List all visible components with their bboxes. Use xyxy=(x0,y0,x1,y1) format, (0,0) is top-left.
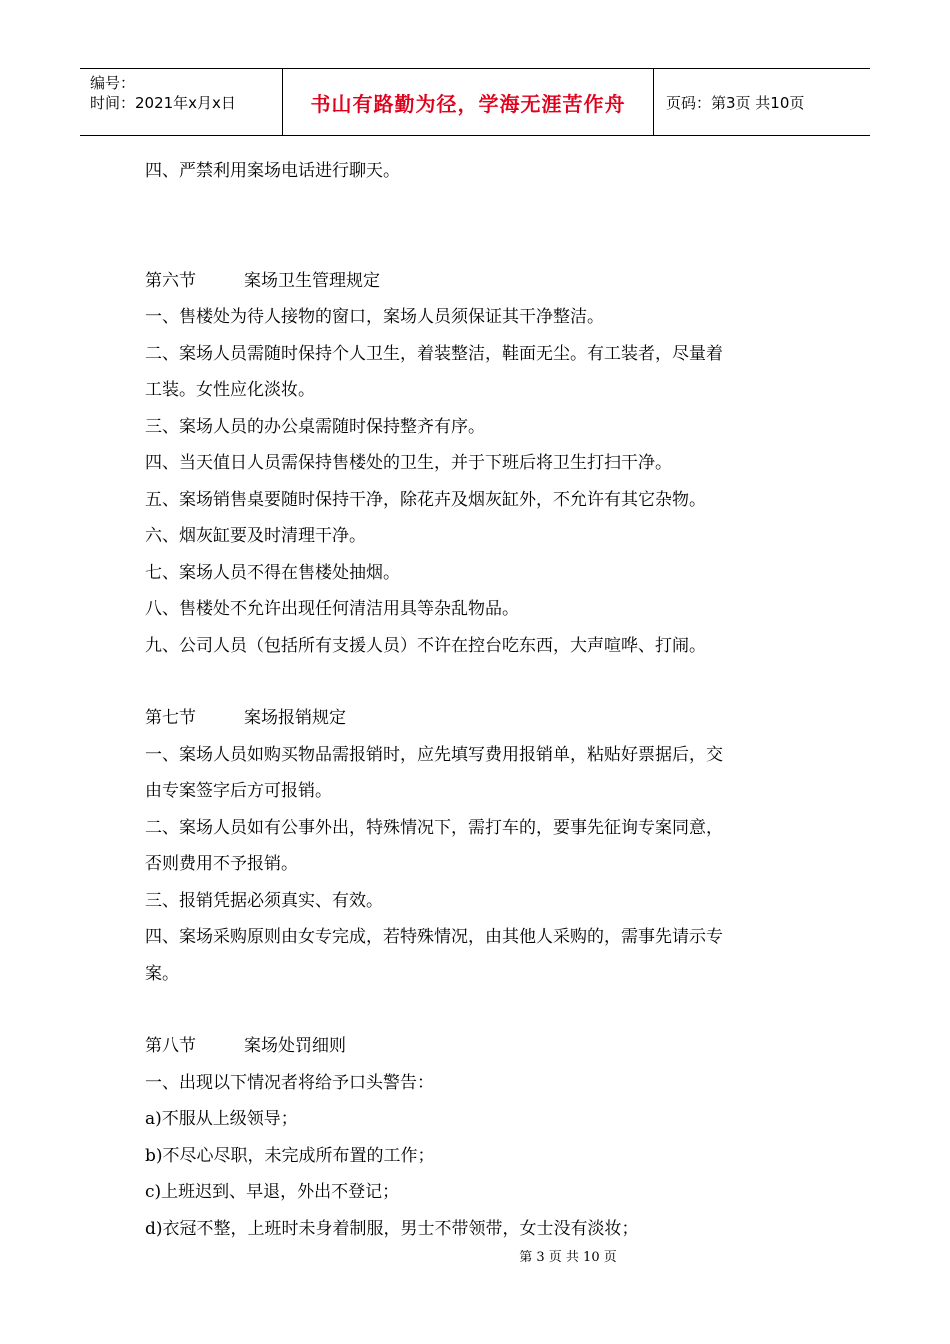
body-line: 三、报销凭据必须真实、有效。 xyxy=(145,890,383,911)
body-line: 四、当天值日人员需保持售楼处的卫生，并于下班后将卫生打扫干净。 xyxy=(145,453,672,473)
section-title: 案场处罚细则 xyxy=(244,1036,346,1056)
body-line: 一、案场人员如购买物品需报销时，应先填写费用报销单，粘贴好票据后，交 xyxy=(145,744,723,765)
body-line: 二、案场人员如有公事外出，特殊情况下，需打车的，要事先征询专案同意， xyxy=(145,817,723,838)
time-label: 时间：2021年x月x日 xyxy=(90,94,236,112)
header-page-info: 页码：第3页 共10页 xyxy=(666,93,805,112)
body-line: d)衣冠不整，上班时未身着制服，男士不带领带，女士没有淡妆； xyxy=(145,1218,639,1239)
page-header xyxy=(80,68,870,136)
section-number: 第七节 xyxy=(145,708,196,728)
body-line: 六、烟灰缸要及时清理干净。 xyxy=(145,526,366,546)
section-title: 案场报销规定 xyxy=(244,708,346,728)
body-line: 三、案场人员的办公桌需随时保持整齐有序。 xyxy=(145,416,485,437)
body-line: 工装。女性应化淡妆。 xyxy=(145,380,315,400)
body-line: 五、案场销售桌要随时保持干净，除花卉及烟灰缸外，不允许有其它杂物。 xyxy=(145,489,706,510)
section-number: 第六节 xyxy=(145,270,196,291)
body-line: 八、售楼处不允许出现任何清洁用具等杂乱物品。 xyxy=(145,599,519,619)
header-motto: 书山有路勤为径，学海无涯苦作舟 xyxy=(282,69,654,135)
body-line: b)不尽心尽职，未完成所布置的工作； xyxy=(145,1145,435,1166)
body-line: a)不服从上级领导； xyxy=(145,1109,298,1129)
body-line: 二、案场人员需随时保持个人卫生，着装整洁，鞋面无尘。有工装者，尽量着 xyxy=(145,343,723,364)
section-number: 第八节 xyxy=(145,1036,196,1056)
body-line: 否则费用不予报销。 xyxy=(145,854,298,874)
header-info xyxy=(80,69,282,135)
body-line: 由专案签字后方可报销。 xyxy=(145,781,332,801)
document-body xyxy=(145,153,813,1247)
body-line: 案。 xyxy=(145,963,179,984)
body-line: 九、公司人员（包括所有支援人员）不许在控台吃东西，大声喧哗、打闹。 xyxy=(145,635,706,656)
body-line: 四、严禁利用案场电话进行聊天。 xyxy=(145,161,400,181)
body-line: 一、出现以下情况者将给予口头警告： xyxy=(145,1072,434,1093)
body-line: 一、售楼处为待人接物的窗口，案场人员须保证其干净整洁。 xyxy=(145,307,604,327)
section-heading xyxy=(145,263,813,300)
body-line: c)上班迟到、早退，外出不登记； xyxy=(145,1182,400,1202)
section-title: 案场卫生管理规定 xyxy=(244,270,380,291)
section-heading xyxy=(145,700,813,737)
body-line: 四、案场采购原则由女专完成，若特殊情况，由其他人采购的，需事先请示专 xyxy=(145,927,723,947)
page-footer xyxy=(0,1246,950,1265)
number-label: 编号： xyxy=(90,74,136,92)
body-line: 七、案场人员不得在售楼处抽烟。 xyxy=(145,562,400,583)
section-heading xyxy=(145,1028,813,1065)
footer-page-number: 第 3 页 共 10 页 xyxy=(519,1250,617,1265)
